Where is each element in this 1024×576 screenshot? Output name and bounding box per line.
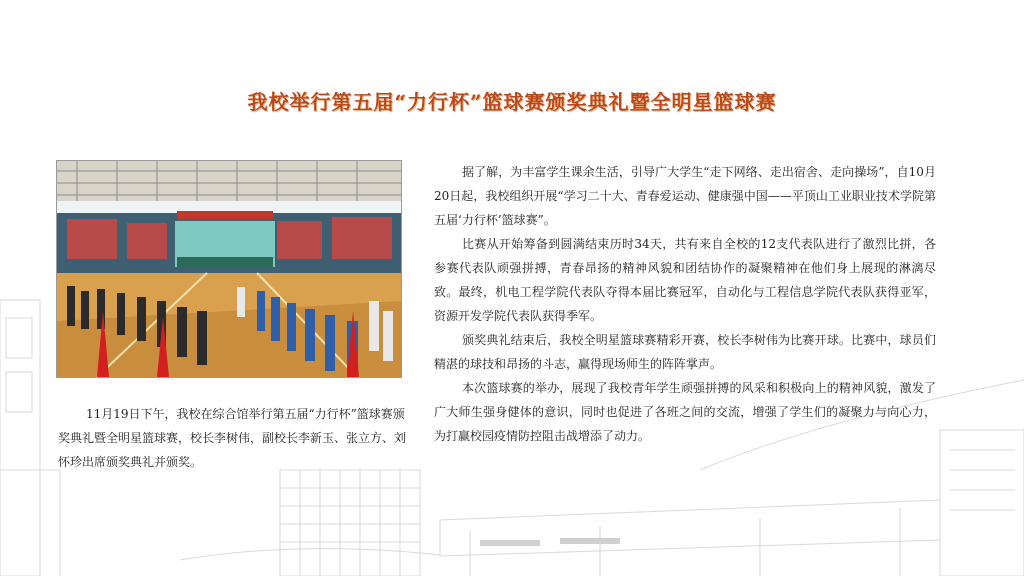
article-paragraph: 据了解，为丰富学生课余生活，引导广大学生“走下网络、走出宿舍、走向操场”，自10月20日起，我校组织开展“学习二十大、青春爱运动、健康强中国——平顶山工业职业技术学院第五届‘力行杯’篮球赛”。 [434, 165, 936, 227]
page-title: 我校举行第五届“力行杯”篮球赛颁奖典礼暨全明星篮球赛 [247, 90, 777, 114]
article-paragraph: 比赛从开始筹备到圆满结束历时34天，共有来自全校的12支代表队进行了激烈比拼，各参赛代表队顽强拼搏，青春昂扬的精神风貌和团结协作的凝聚精神在他们身上展现的淋漓尽致。最终，机电工程学院代表队夺得本届比赛冠军，自动化与工程信息学院代表队获得亚军，资源开发学院代表队获得季军。 [434, 237, 936, 323]
article-paragraph: 本次篮球赛的举办，展现了我校青年学生顽强拼搏的风采和积极向上的精神风貌，激发了广大师生强身健体的意识，同时也促进了各班之间的交流，增强了学生们的凝聚力与向心力，为打赢校园疫情防控阻击战增添了动力。 [434, 381, 936, 443]
event-photo [56, 160, 402, 378]
article-body [434, 160, 936, 448]
article-paragraph: 颁奖典礼结束后，我校全明星篮球赛精彩开赛，校长李树伟为比赛开球。比赛中，球员们精湛的球技和昂扬的斗志，赢得现场师生的阵阵掌声。 [434, 333, 936, 371]
photo-caption: 11月19日下午，我校在综合馆举行第五届“力行杯”篮球赛颁奖典礼暨全明星篮球赛，校长李树伟，副校长李新玉、张立方、刘怀珍出席颁奖典礼并颁奖。 [58, 407, 407, 469]
basketball-ceremony-photo-icon [57, 161, 401, 377]
